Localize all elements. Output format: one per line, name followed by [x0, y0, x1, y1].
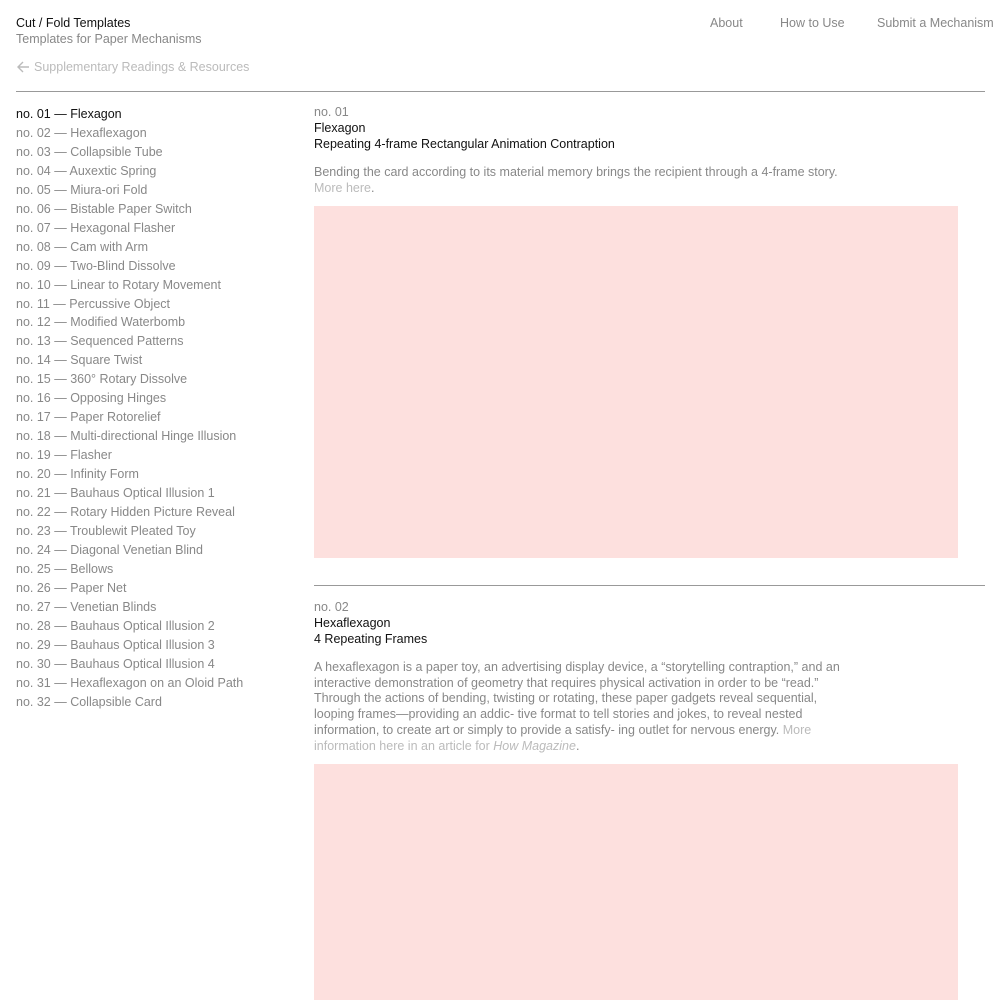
nav-about-link[interactable]: About	[710, 16, 743, 30]
supplementary-readings-link[interactable]	[16, 59, 249, 75]
entry-name: Flexagon	[314, 121, 366, 135]
sidebar-item[interactable]: no. 29 — Bauhaus Optical Illusion 3	[16, 637, 215, 652]
supplementary-readings-label: Supplementary Readings & Resources	[34, 60, 250, 74]
sidebar-item[interactable]: no. 01 — Flexagon	[16, 107, 122, 121]
sidebar-item[interactable]: no. 08 — Cam with Arm	[16, 239, 148, 254]
sidebar-item[interactable]: no. 07 — Hexagonal Flasher	[16, 220, 176, 235]
sidebar-item[interactable]: no. 11 — Percussive Object	[16, 296, 171, 311]
entry-description-text: A hexaflexagon is a paper toy, an advertising display device, a “storytelling contraption,” and an interactive demonstration of geometry that requires physical activation in order to be “read.” Through the actions of bending, twisting or rotating, these paper gadgets reveal sequential, looping frames—providing an addic- tive format to tell stories and jokes, to reveal nested information, to create art or simply to provide a satisfy- ing outlet for nervous energy.	[314, 660, 840, 737]
sidebar-item[interactable]: no. 15 — 360° Rotary Dissolve	[16, 372, 188, 387]
sidebar-item[interactable]: no. 23 — Troublewit Pleated Toy	[16, 523, 196, 538]
arrow-left-icon	[16, 60, 30, 74]
mechanism-index	[16, 105, 296, 712]
sidebar-item[interactable]: no. 12 — Modified Waterbomb	[16, 315, 186, 330]
sidebar-item[interactable]: no. 21 — Bauhaus Optical Illusion 1	[16, 486, 215, 501]
hexaflexagon-image-placeholder	[314, 764, 958, 1000]
flexagon-image-placeholder	[314, 206, 958, 558]
entry-name: Hexaflexagon	[314, 616, 391, 630]
entry-divider	[314, 585, 985, 586]
sidebar-item[interactable]: no. 26 — Paper Net	[16, 580, 127, 595]
nav-submit-mechanism-link[interactable]: Submit a Mechanism	[877, 16, 994, 30]
sidebar-item[interactable]: no. 14 — Square Twist	[16, 353, 143, 368]
site-title[interactable]: Cut / Fold Templates	[16, 16, 131, 30]
sidebar-item[interactable]: no. 03 — Collapsible Tube	[16, 144, 163, 159]
more-here-link[interactable]: More here	[314, 180, 371, 195]
sidebar-item[interactable]: no. 31 — Hexaflexagon on an Oloid Path	[16, 675, 244, 690]
description-period: .	[370, 180, 375, 195]
sidebar-item[interactable]: no. 02 — Hexaflexagon	[16, 125, 147, 140]
sidebar-item[interactable]: no. 19 — Flasher	[16, 448, 112, 463]
entry-hexaflexagon	[314, 599, 844, 754]
sidebar-item[interactable]: no. 05 — Miura-ori Fold	[16, 182, 148, 197]
sidebar-item[interactable]: no. 04 — Auxextic Spring	[16, 163, 157, 178]
entry-subtitle: 4 Repeating Frames	[314, 632, 428, 646]
more-information-label: More information here in an article for	[314, 722, 812, 753]
site-subtitle: Templates for Paper Mechanisms	[16, 32, 202, 46]
sidebar-item[interactable]: no. 13 — Sequenced Patterns	[16, 334, 184, 349]
sidebar-item[interactable]: no. 16 — Opposing Hinges	[16, 391, 167, 406]
sidebar-item[interactable]: no. 18 — Multi-directional Hinge Illusion	[16, 429, 237, 444]
sidebar-item[interactable]: no. 09 — Two-Blind Dissolve	[16, 258, 176, 273]
entry-number: no. 02	[314, 600, 349, 614]
sidebar-item[interactable]: no. 24 — Diagonal Venetian Blind	[16, 542, 203, 557]
nav-how-to-use-link[interactable]: How to Use	[780, 16, 845, 30]
sidebar-item[interactable]: no. 30 — Bauhaus Optical Illusion 4	[16, 656, 215, 671]
sidebar-item[interactable]: no. 10 — Linear to Rotary Movement	[16, 277, 221, 292]
entry-description-text: Bending the card according to its material memory brings the recipient through a 4-frame story.	[314, 165, 838, 179]
entry-subtitle: Repeating 4-frame Rectangular Animation Contraption	[314, 137, 615, 151]
sidebar-item[interactable]: no. 25 — Bellows	[16, 561, 114, 576]
entry-description	[314, 660, 844, 754]
sidebar-item[interactable]: no. 27 — Venetian Blinds	[16, 599, 157, 614]
entry-description	[314, 165, 844, 196]
sidebar-item[interactable]: no. 28 — Bauhaus Optical Illusion 2	[16, 618, 215, 633]
entry-number: no. 01	[314, 105, 349, 119]
header-divider	[16, 91, 985, 92]
entry-flexagon	[314, 104, 844, 196]
description-period: .	[575, 738, 580, 753]
sidebar-item[interactable]: no. 06 — Bistable Paper Switch	[16, 201, 192, 216]
sidebar-item[interactable]: no. 20 — Infinity Form	[16, 467, 139, 482]
sidebar-item[interactable]: no. 32 — Collapsible Card	[16, 694, 162, 709]
how-magazine-label: How Magazine	[493, 738, 576, 753]
sidebar-item[interactable]: no. 17 — Paper Rotorelief	[16, 410, 161, 425]
sidebar-item[interactable]: no. 22 — Rotary Hidden Picture Reveal	[16, 505, 235, 520]
